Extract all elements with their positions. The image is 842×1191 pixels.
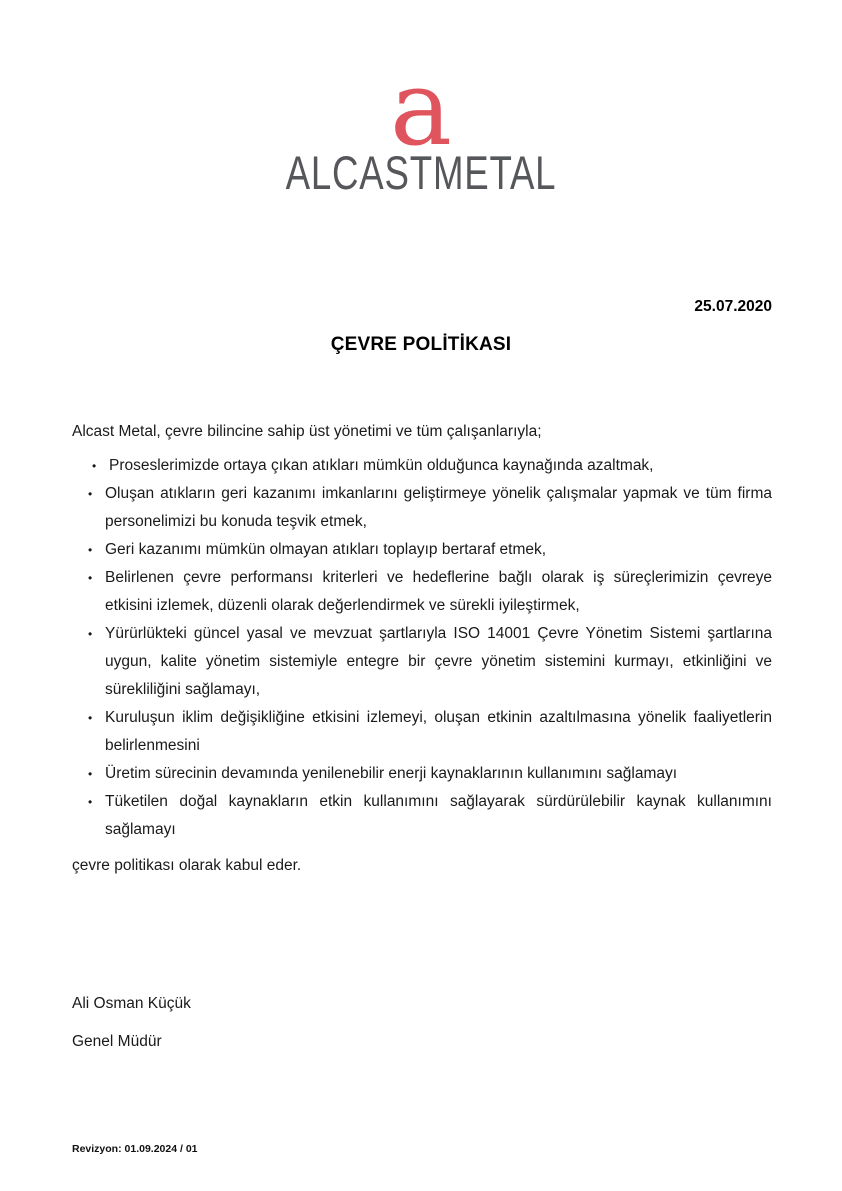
- bullet-dot-icon: •: [92, 459, 97, 473]
- policy-bullet: • Kuruluşun iklim değişikliğine etkisini izlemeyi, oluşan etkinin azaltılmasına yönelik faaliyetlerin belirlenmesini: [72, 704, 772, 760]
- policy-bullet: • Geri kazanımı mümkün olmayan atıkları toplayıp bertaraf etmek,: [72, 536, 772, 564]
- page-title: ÇEVRE POLİTİKASI: [330, 334, 512, 355]
- logo-a-mark-icon: a: [389, 47, 452, 169]
- policy-bullet: • Yürürlükteki güncel yasal ve mevzuat şartlarıyla ISO 14001 Çevre Yönetim Sistemi şartlarına uygun, kalite yönetim sistemiyle entegre bir çevre yönetim sistemini kurmayı, etkinliğini ve sürekliliğini sağlamayı,: [72, 620, 772, 704]
- signature-name: Ali Osman Küçük: [72, 995, 191, 1012]
- policy-bullet: • Proseslerimizde ortaya çıkan atıkları mümkün olduğunca kaynağında azaltmak,: [72, 452, 772, 480]
- revision-footer: Revizyon: 01.09.2024 / 01: [72, 1143, 198, 1155]
- company-logo: [0, 0, 842, 205]
- bullet-dot-icon: •: [88, 711, 93, 725]
- policy-bullet: • Tüketilen doğal kaynakların etkin kullanımını sağlayarak sürdürülebilir kaynak kullanımını sağlamayı: [72, 788, 772, 844]
- policy-bullet-list: [72, 452, 772, 844]
- bullet-dot-icon: •: [88, 627, 93, 641]
- bullet-dot-icon: •: [88, 795, 93, 809]
- policy-bullet: • Belirlenen çevre performansı kriterleri ve hedeflerine bağlı olarak iş süreçlerimizin çevreye etkisini izlemek, düzenli olarak değerlendirmek ve sürekli iyileştirmek,: [72, 564, 772, 620]
- policy-bullet: • Üretim sürecinin devamında yenilenebilir enerji kaynaklarının kullanımını sağlamayı: [72, 760, 772, 788]
- bullet-dot-icon: •: [88, 767, 93, 781]
- logo-company-name: ALCASTMETAL: [285, 146, 557, 199]
- bullet-dot-icon: •: [88, 487, 93, 501]
- signature-role: Genel Müdür: [72, 1033, 162, 1050]
- bullet-dot-icon: •: [88, 571, 93, 585]
- policy-body: [72, 418, 772, 1056]
- closing-paragraph: çevre politikası olarak kabul eder.: [72, 857, 302, 874]
- document-date: 25.07.2020: [694, 298, 772, 315]
- policy-bullet: • Oluşan atıkların geri kazanımı imkanlarını geliştirmeye yönelik çalışmalar yapmak ve tüm firma personelimizi bu konuda teşvik etmek,: [72, 480, 772, 536]
- intro-paragraph: Alcast Metal, çevre bilincine sahip üst yönetimi ve tüm çalışanlarıyla;: [72, 423, 542, 440]
- bullet-dot-icon: •: [88, 543, 93, 557]
